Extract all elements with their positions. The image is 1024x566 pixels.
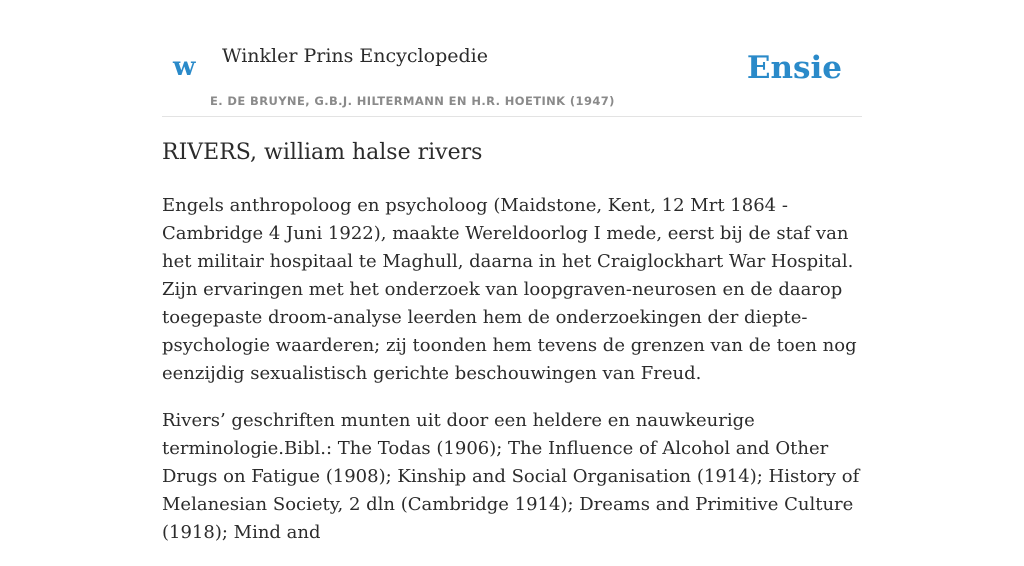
ensie-logo[interactable]: Ensie xyxy=(746,50,842,86)
encyclopedia-header xyxy=(162,0,862,117)
article-paragraph: Rivers’ geschriften munten uit door een heldere en nauwkeurige terminologie.Bibl.: The Todas (1906); The Influence of Alcohol and Other Drugs on Fatigue (1908); Kinship and Social Organisation (1914); History of Melanesian Society, 2 dln (Cambridge 1914); Dreams and Primitive Culture (1918); Mind and xyxy=(162,410,860,543)
source-authors: E. DE BRUYNE, G.B.J. HILTERMANN EN H.R. HOETINK (1947) xyxy=(210,94,615,108)
article-title: RIVERS, william halse rivers xyxy=(162,140,483,165)
source-title[interactable]: Winkler Prins Encyclopedie xyxy=(222,45,488,67)
winkler-prins-logo-icon[interactable]: w xyxy=(173,52,196,82)
article-body xyxy=(162,192,862,566)
article-paragraph: Engels anthropoloog en psycholoog (Maidstone, Kent, 12 Mrt 1864 - Cambridge 4 Juni 1922), maakte Wereldoorlog I mede, eerst bij de staf van het militair hospitaal te Maghull, daarna in het Craiglockhart War Hospital. Zijn ervaringen met het onderzoek van loopgraven-neurosen en de daarop toegepaste droom-analyse leerden hem de onderzoekingen der diepte-psychologie waarderen; zij toonden hem tevens de grenzen van de toen nog eenzijdig sexualistisch gerichte beschouwingen van Freud. xyxy=(162,195,857,384)
